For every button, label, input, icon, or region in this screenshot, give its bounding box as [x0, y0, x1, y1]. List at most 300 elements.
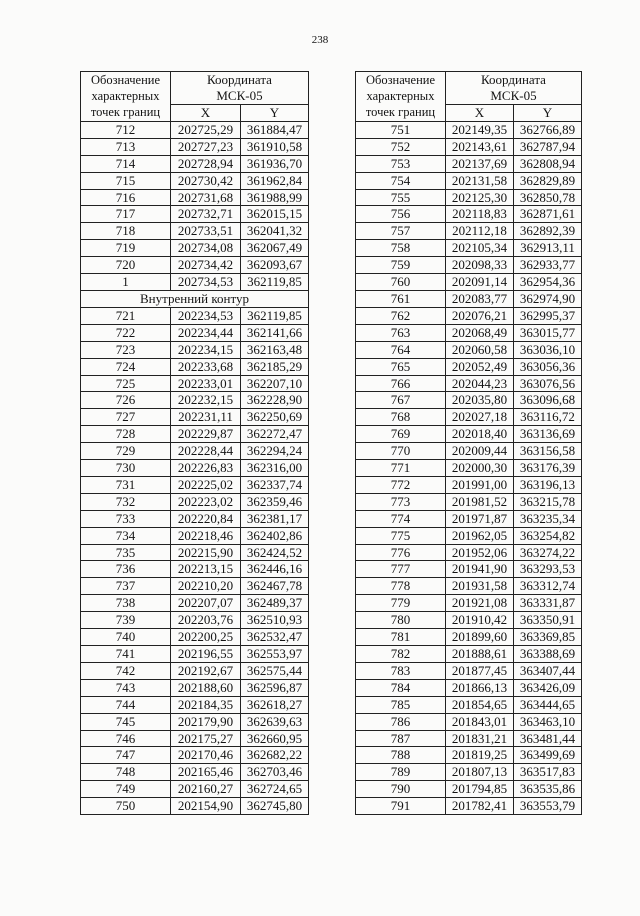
point-id-cell: 760 [356, 274, 446, 291]
y-coordinate-cell: 363553,79 [514, 798, 582, 815]
table-row [81, 138, 309, 155]
y-coordinate-cell: 362041,32 [241, 223, 309, 240]
y-coordinate-cell: 363036,10 [514, 341, 582, 358]
y-coordinate-cell: 363535,86 [514, 781, 582, 798]
point-id-cell: 750 [81, 798, 171, 815]
y-coordinate-cell: 363369,85 [514, 629, 582, 646]
y-coordinate-cell: 363481,44 [514, 730, 582, 747]
point-id-cell: 759 [356, 257, 446, 274]
table-row [81, 595, 309, 612]
point-id-cell: 787 [356, 730, 446, 747]
point-id-cell: 749 [81, 781, 171, 798]
y-coordinate-cell: 363426,09 [514, 679, 582, 696]
table-row [356, 493, 582, 510]
y-coordinate-cell: 362067,49 [241, 240, 309, 257]
y-coordinate-cell: 362446,16 [241, 561, 309, 578]
header-coord-line2: МСК-05 [216, 88, 263, 103]
point-id-cell: 715 [81, 172, 171, 189]
x-coordinate-cell: 201794,85 [446, 781, 514, 798]
table-row [356, 460, 582, 477]
table-row [81, 341, 309, 358]
y-coordinate-cell: 362015,15 [241, 206, 309, 223]
x-coordinate-cell: 201981,52 [446, 493, 514, 510]
header-coordinate-system [446, 72, 582, 105]
y-coordinate-cell: 363136,69 [514, 426, 582, 443]
x-coordinate-cell: 202234,15 [171, 341, 241, 358]
table-row [81, 274, 309, 291]
y-coordinate-cell: 361988,99 [241, 189, 309, 206]
y-coordinate-cell: 362639,63 [241, 713, 309, 730]
coordinates-table-right [355, 71, 582, 815]
x-coordinate-cell: 201931,58 [446, 578, 514, 595]
y-coordinate-cell: 363056,36 [514, 358, 582, 375]
x-coordinate-cell: 202200,25 [171, 629, 241, 646]
header-x: X [171, 105, 241, 122]
point-id-cell: 771 [356, 460, 446, 477]
x-coordinate-cell: 201888,61 [446, 646, 514, 663]
y-coordinate-cell: 362575,44 [241, 662, 309, 679]
x-coordinate-cell: 202234,53 [171, 307, 241, 324]
point-id-cell: 714 [81, 155, 171, 172]
point-id-cell: 743 [81, 679, 171, 696]
x-coordinate-cell: 202143,61 [446, 138, 514, 155]
table-row [356, 206, 582, 223]
point-id-cell: 788 [356, 747, 446, 764]
y-coordinate-cell: 363235,34 [514, 510, 582, 527]
table-row [81, 662, 309, 679]
y-coordinate-cell: 362250,69 [241, 409, 309, 426]
table-row [81, 375, 309, 392]
point-id-cell: 744 [81, 696, 171, 713]
point-id-cell: 779 [356, 595, 446, 612]
x-coordinate-cell: 202098,33 [446, 257, 514, 274]
y-coordinate-cell: 361962,84 [241, 172, 309, 189]
x-coordinate-cell: 202112,18 [446, 223, 514, 240]
point-id-cell: 717 [81, 206, 171, 223]
x-coordinate-cell: 201991,00 [446, 476, 514, 493]
point-id-cell: 764 [356, 341, 446, 358]
y-coordinate-cell: 362119,85 [241, 274, 309, 291]
point-id-cell: 781 [356, 629, 446, 646]
x-coordinate-cell: 202223,02 [171, 493, 241, 510]
table-row [81, 307, 309, 324]
point-id-cell: 756 [356, 206, 446, 223]
point-id-cell: 780 [356, 612, 446, 629]
header-point-designation [81, 72, 171, 122]
table-row [81, 121, 309, 138]
point-id-cell: 753 [356, 155, 446, 172]
point-id-cell: 747 [81, 747, 171, 764]
table-row [356, 747, 582, 764]
x-coordinate-cell: 202179,90 [171, 713, 241, 730]
y-coordinate-cell: 362093,67 [241, 257, 309, 274]
x-coordinate-cell: 201807,13 [446, 764, 514, 781]
y-coordinate-cell: 362618,27 [241, 696, 309, 713]
point-id-cell: 762 [356, 307, 446, 324]
y-coordinate-cell: 363176,39 [514, 460, 582, 477]
x-coordinate-cell: 202105,34 [446, 240, 514, 257]
y-coordinate-cell: 362871,61 [514, 206, 582, 223]
x-coordinate-cell: 202118,83 [446, 206, 514, 223]
x-coordinate-cell: 202175,27 [171, 730, 241, 747]
table-row [356, 561, 582, 578]
x-coordinate-cell: 202232,15 [171, 392, 241, 409]
y-coordinate-cell: 362995,37 [514, 307, 582, 324]
y-coordinate-cell: 363331,87 [514, 595, 582, 612]
x-coordinate-cell: 202044,23 [446, 375, 514, 392]
table-row [356, 121, 582, 138]
table-row [81, 612, 309, 629]
point-id-cell: 713 [81, 138, 171, 155]
table-row [356, 290, 582, 307]
x-coordinate-cell: 202068,49 [446, 324, 514, 341]
table-row [356, 341, 582, 358]
header-point-designation [356, 72, 446, 122]
table-row [356, 392, 582, 409]
point-id-cell: 724 [81, 358, 171, 375]
x-coordinate-cell: 202027,18 [446, 409, 514, 426]
y-coordinate-cell: 362272,47 [241, 426, 309, 443]
point-id-cell: 761 [356, 290, 446, 307]
point-id-cell: 784 [356, 679, 446, 696]
table-row [356, 223, 582, 240]
x-coordinate-cell: 202215,90 [171, 544, 241, 561]
x-coordinate-cell: 202052,49 [446, 358, 514, 375]
header-coord-line1: Координата [481, 72, 546, 87]
table-row [81, 392, 309, 409]
y-coordinate-cell: 362141,66 [241, 324, 309, 341]
y-coordinate-cell: 363388,69 [514, 646, 582, 663]
x-coordinate-cell: 202225,02 [171, 476, 241, 493]
x-coordinate-cell: 202734,08 [171, 240, 241, 257]
header-y: Y [241, 105, 309, 122]
y-coordinate-cell: 362467,78 [241, 578, 309, 595]
y-coordinate-cell: 361884,47 [241, 121, 309, 138]
y-coordinate-cell: 362660,95 [241, 730, 309, 747]
point-id-cell: 790 [356, 781, 446, 798]
x-coordinate-cell: 202231,11 [171, 409, 241, 426]
x-coordinate-cell: 201899,60 [446, 629, 514, 646]
table-row [81, 426, 309, 443]
point-id-cell: 766 [356, 375, 446, 392]
x-coordinate-cell: 202727,23 [171, 138, 241, 155]
point-id-cell: 786 [356, 713, 446, 730]
table-row [356, 612, 582, 629]
x-coordinate-cell: 202018,40 [446, 426, 514, 443]
table-row [356, 426, 582, 443]
point-id-cell: 729 [81, 443, 171, 460]
x-coordinate-cell: 202203,76 [171, 612, 241, 629]
point-id-cell: 789 [356, 764, 446, 781]
point-id-cell: 769 [356, 426, 446, 443]
point-id-cell: 763 [356, 324, 446, 341]
x-coordinate-cell: 202154,90 [171, 798, 241, 815]
y-coordinate-cell: 362228,90 [241, 392, 309, 409]
y-coordinate-cell: 363116,72 [514, 409, 582, 426]
x-coordinate-cell: 202009,44 [446, 443, 514, 460]
header-point-line3: точек границ [365, 105, 436, 120]
table-row [356, 307, 582, 324]
table-row [356, 781, 582, 798]
point-id-cell: 755 [356, 189, 446, 206]
table-row [356, 375, 582, 392]
x-coordinate-cell: 202731,68 [171, 189, 241, 206]
x-coordinate-cell: 201962,05 [446, 527, 514, 544]
table-row [356, 679, 582, 696]
y-coordinate-cell: 362745,80 [241, 798, 309, 815]
y-coordinate-cell: 362402,86 [241, 527, 309, 544]
point-id-cell: 783 [356, 662, 446, 679]
left-table-section-divider [81, 290, 309, 307]
y-coordinate-cell: 363517,83 [514, 764, 582, 781]
section-row [81, 290, 309, 307]
point-id-cell: 778 [356, 578, 446, 595]
header-coordinate-system [171, 72, 309, 105]
table-row [356, 629, 582, 646]
x-coordinate-cell: 201782,41 [446, 798, 514, 815]
table-row [356, 240, 582, 257]
y-coordinate-cell: 362829,89 [514, 172, 582, 189]
point-id-cell: 725 [81, 375, 171, 392]
y-coordinate-cell: 362974,90 [514, 290, 582, 307]
x-coordinate-cell: 202234,44 [171, 324, 241, 341]
point-id-cell: 758 [356, 240, 446, 257]
table-row [356, 662, 582, 679]
table-row [356, 798, 582, 815]
point-id-cell: 751 [356, 121, 446, 138]
y-coordinate-cell: 363096,68 [514, 392, 582, 409]
x-coordinate-cell: 201854,65 [446, 696, 514, 713]
x-coordinate-cell: 202728,94 [171, 155, 241, 172]
header-y: Y [514, 105, 582, 122]
table-row [356, 764, 582, 781]
x-coordinate-cell: 201910,42 [446, 612, 514, 629]
y-coordinate-cell: 363215,78 [514, 493, 582, 510]
inner-contour-label: Внутренний контур [81, 290, 309, 307]
y-coordinate-cell: 363350,91 [514, 612, 582, 629]
table-row [81, 206, 309, 223]
y-coordinate-cell: 362850,78 [514, 189, 582, 206]
y-coordinate-cell: 362207,10 [241, 375, 309, 392]
point-id-cell: 737 [81, 578, 171, 595]
x-coordinate-cell: 201952,06 [446, 544, 514, 561]
table-row [356, 155, 582, 172]
x-coordinate-cell: 202733,51 [171, 223, 241, 240]
point-id-cell: 733 [81, 510, 171, 527]
point-id-cell: 748 [81, 764, 171, 781]
x-coordinate-cell: 202210,20 [171, 578, 241, 595]
x-coordinate-cell: 201877,45 [446, 662, 514, 679]
y-coordinate-cell: 362119,85 [241, 307, 309, 324]
y-coordinate-cell: 362553,97 [241, 646, 309, 663]
y-coordinate-cell: 363156,58 [514, 443, 582, 460]
table-row [356, 510, 582, 527]
table-row [81, 730, 309, 747]
x-coordinate-cell: 202229,87 [171, 426, 241, 443]
y-coordinate-cell: 362808,94 [514, 155, 582, 172]
table-row [81, 764, 309, 781]
y-coordinate-cell: 362163,48 [241, 341, 309, 358]
y-coordinate-cell: 362532,47 [241, 629, 309, 646]
x-coordinate-cell: 202734,42 [171, 257, 241, 274]
y-coordinate-cell: 362359,46 [241, 493, 309, 510]
x-coordinate-cell: 201843,01 [446, 713, 514, 730]
y-coordinate-cell: 363076,56 [514, 375, 582, 392]
point-id-cell: 772 [356, 476, 446, 493]
table-row [356, 544, 582, 561]
x-coordinate-cell: 201971,87 [446, 510, 514, 527]
y-coordinate-cell: 362424,52 [241, 544, 309, 561]
table-row [356, 189, 582, 206]
point-id-cell: 723 [81, 341, 171, 358]
point-id-cell: 775 [356, 527, 446, 544]
point-id-cell: 742 [81, 662, 171, 679]
x-coordinate-cell: 202228,44 [171, 443, 241, 460]
table-row [81, 409, 309, 426]
y-coordinate-cell: 363499,69 [514, 747, 582, 764]
point-id-cell: 732 [81, 493, 171, 510]
table-row [81, 443, 309, 460]
point-id-cell: 776 [356, 544, 446, 561]
table-row [356, 713, 582, 730]
header-point-line3: точек границ [90, 105, 161, 120]
point-id-cell: 738 [81, 595, 171, 612]
point-id-cell: 731 [81, 476, 171, 493]
x-coordinate-cell: 202091,14 [446, 274, 514, 291]
header-point-line2: характерных [366, 89, 435, 104]
x-coordinate-cell: 202035,80 [446, 392, 514, 409]
point-id-cell: 754 [356, 172, 446, 189]
point-id-cell: 770 [356, 443, 446, 460]
point-id-cell: 734 [81, 527, 171, 544]
point-id-cell: 720 [81, 257, 171, 274]
y-coordinate-cell: 361910,58 [241, 138, 309, 155]
table-row [81, 781, 309, 798]
y-coordinate-cell: 362381,17 [241, 510, 309, 527]
point-id-cell: 768 [356, 409, 446, 426]
y-coordinate-cell: 362954,36 [514, 274, 582, 291]
table-row [356, 257, 582, 274]
point-id-cell: 791 [356, 798, 446, 815]
table-row [356, 595, 582, 612]
point-id-cell: 782 [356, 646, 446, 663]
point-id-cell: 774 [356, 510, 446, 527]
point-id-cell: 727 [81, 409, 171, 426]
point-id-cell: 728 [81, 426, 171, 443]
header-point-line1: Обозначение [365, 73, 436, 88]
table-row [81, 544, 309, 561]
x-coordinate-cell: 202207,07 [171, 595, 241, 612]
table-row [356, 172, 582, 189]
y-coordinate-cell: 362510,93 [241, 612, 309, 629]
table-row [81, 696, 309, 713]
table-row [81, 578, 309, 595]
y-coordinate-cell: 361936,70 [241, 155, 309, 172]
x-coordinate-cell: 202213,15 [171, 561, 241, 578]
table-row [81, 713, 309, 730]
y-coordinate-cell: 363274,22 [514, 544, 582, 561]
table-row [81, 679, 309, 696]
point-id-cell: 765 [356, 358, 446, 375]
y-coordinate-cell: 362766,89 [514, 121, 582, 138]
point-id-cell: 741 [81, 646, 171, 663]
table-row [356, 324, 582, 341]
point-id-cell: 726 [81, 392, 171, 409]
table-row [81, 493, 309, 510]
left-table-body-outer [81, 121, 309, 290]
table-row [81, 527, 309, 544]
x-coordinate-cell: 201866,13 [446, 679, 514, 696]
page-number: 238 [311, 34, 329, 46]
x-coordinate-cell: 201921,08 [446, 595, 514, 612]
y-coordinate-cell: 363312,74 [514, 578, 582, 595]
table-row [356, 476, 582, 493]
table-row [81, 223, 309, 240]
table-row [356, 274, 582, 291]
x-coordinate-cell: 202131,58 [446, 172, 514, 189]
table-row [81, 155, 309, 172]
point-id-cell: 746 [81, 730, 171, 747]
x-coordinate-cell: 202137,69 [446, 155, 514, 172]
x-coordinate-cell: 202730,42 [171, 172, 241, 189]
point-id-cell: 735 [81, 544, 171, 561]
point-id-cell: 739 [81, 612, 171, 629]
table-row [356, 409, 582, 426]
table-row [356, 578, 582, 595]
table-row [81, 189, 309, 206]
point-id-cell: 730 [81, 460, 171, 477]
x-coordinate-cell: 202165,46 [171, 764, 241, 781]
table-row [356, 646, 582, 663]
y-coordinate-cell: 362787,94 [514, 138, 582, 155]
point-id-cell: 745 [81, 713, 171, 730]
y-coordinate-cell: 363254,82 [514, 527, 582, 544]
x-coordinate-cell: 202192,67 [171, 662, 241, 679]
table-row [81, 240, 309, 257]
y-coordinate-cell: 363444,65 [514, 696, 582, 713]
header-coord-line2: МСК-05 [490, 88, 537, 103]
x-coordinate-cell: 202076,21 [446, 307, 514, 324]
x-coordinate-cell: 202734,53 [171, 274, 241, 291]
table-row [81, 324, 309, 341]
y-coordinate-cell: 362185,29 [241, 358, 309, 375]
header-point-line1: Обозначение [90, 73, 161, 88]
table-row [81, 257, 309, 274]
y-coordinate-cell: 363463,10 [514, 713, 582, 730]
point-id-cell: 757 [356, 223, 446, 240]
y-coordinate-cell: 362316,00 [241, 460, 309, 477]
point-id-cell: 716 [81, 189, 171, 206]
x-coordinate-cell: 202233,01 [171, 375, 241, 392]
table-row [356, 443, 582, 460]
point-id-cell: 718 [81, 223, 171, 240]
x-coordinate-cell: 202149,35 [446, 121, 514, 138]
y-coordinate-cell: 362682,22 [241, 747, 309, 764]
y-coordinate-cell: 362892,39 [514, 223, 582, 240]
x-coordinate-cell: 202125,30 [446, 189, 514, 206]
table-row [81, 747, 309, 764]
point-id-cell: 740 [81, 629, 171, 646]
table-row [81, 561, 309, 578]
point-id-cell: 1 [81, 274, 171, 291]
x-coordinate-cell: 201941,90 [446, 561, 514, 578]
point-id-cell: 712 [81, 121, 171, 138]
point-id-cell: 736 [81, 561, 171, 578]
x-coordinate-cell: 202083,77 [446, 290, 514, 307]
y-coordinate-cell: 362913,11 [514, 240, 582, 257]
table-row [356, 527, 582, 544]
x-coordinate-cell: 202000,30 [446, 460, 514, 477]
